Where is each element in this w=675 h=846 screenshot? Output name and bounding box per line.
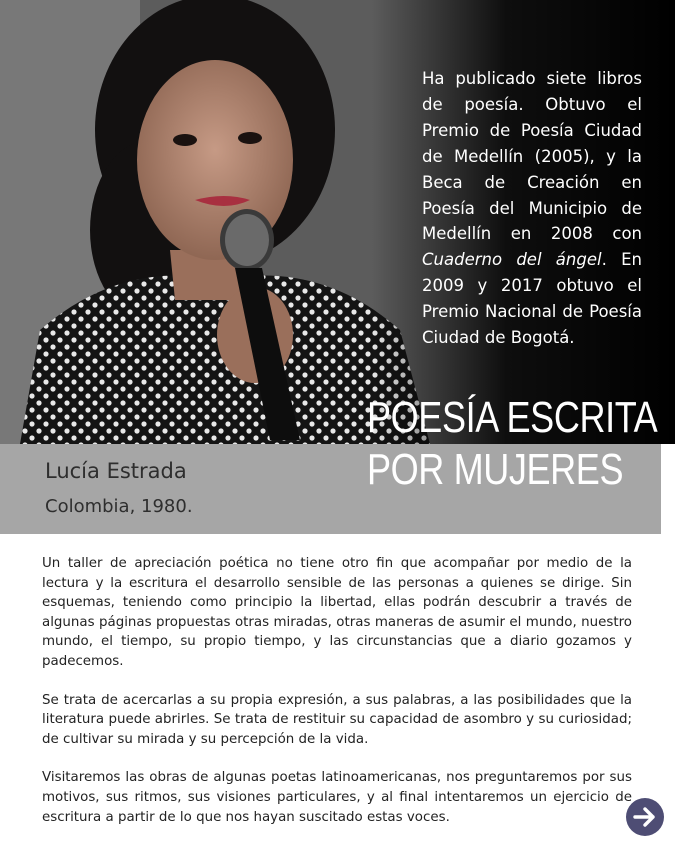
paragraph: Se trata de acercarlas a su propia expresión, a sus palabras, a las posibilidades que la literatura puede abrirles. Se trata de restituir su capacidad de asombro y su curiosidad; de cultivar su mirada y su percepción de la vida. xyxy=(42,692,632,747)
author-origin: Colombia, 1980. xyxy=(45,496,193,517)
paragraph: Un taller de apreciación poética no tiene otro fin que acompañar por medio de la lectura y la escritura el desarrollo sensible de las personas a quienes se dirige. Sin esquemas, teniendo como principio la libertad, ellas podrán descubrir a través de algunas páginas propuestas otras miradas, otras maneras de asumir el mundo, nuestro mundo, el tiempo, su propio tiempo, y las circunstancias que a diario gozamos y padecemos. xyxy=(42,556,632,669)
bio-text-part1: Ha publicado siete libros de poesía. Obtuvo el Premio de Poesía Ciudad de Medellín (2005), y la Beca de Creación en Poesía del Municipio de Medellín en 2008 con xyxy=(422,69,642,244)
page-title-line1: POESÍA ESCRITA xyxy=(367,393,658,442)
bio-text-part2: . En 2009 y 2017 obtuvo el Premio Nacional de Poesía Ciudad de Bogotá. xyxy=(422,250,642,348)
next-page-button[interactable] xyxy=(626,798,664,836)
author-bio xyxy=(422,66,642,351)
page-title-line2: POR MUJERES xyxy=(367,445,624,494)
arrow-right-circle-icon xyxy=(632,804,658,830)
author-name: Lucía Estrada xyxy=(45,459,187,483)
bio-book-title: Cuaderno del ángel xyxy=(422,250,602,270)
page-title xyxy=(367,392,657,496)
workshop-description xyxy=(42,554,632,846)
paragraph: Visitaremos las obras de algunas poetas latinoamericanas, nos preguntaremos por sus motivos, sus ritmos, sus visiones particulares, y al final intentaremos un ejercicio de escritura a partir de lo que nos hayan suscitado estas voces. xyxy=(42,770,632,825)
